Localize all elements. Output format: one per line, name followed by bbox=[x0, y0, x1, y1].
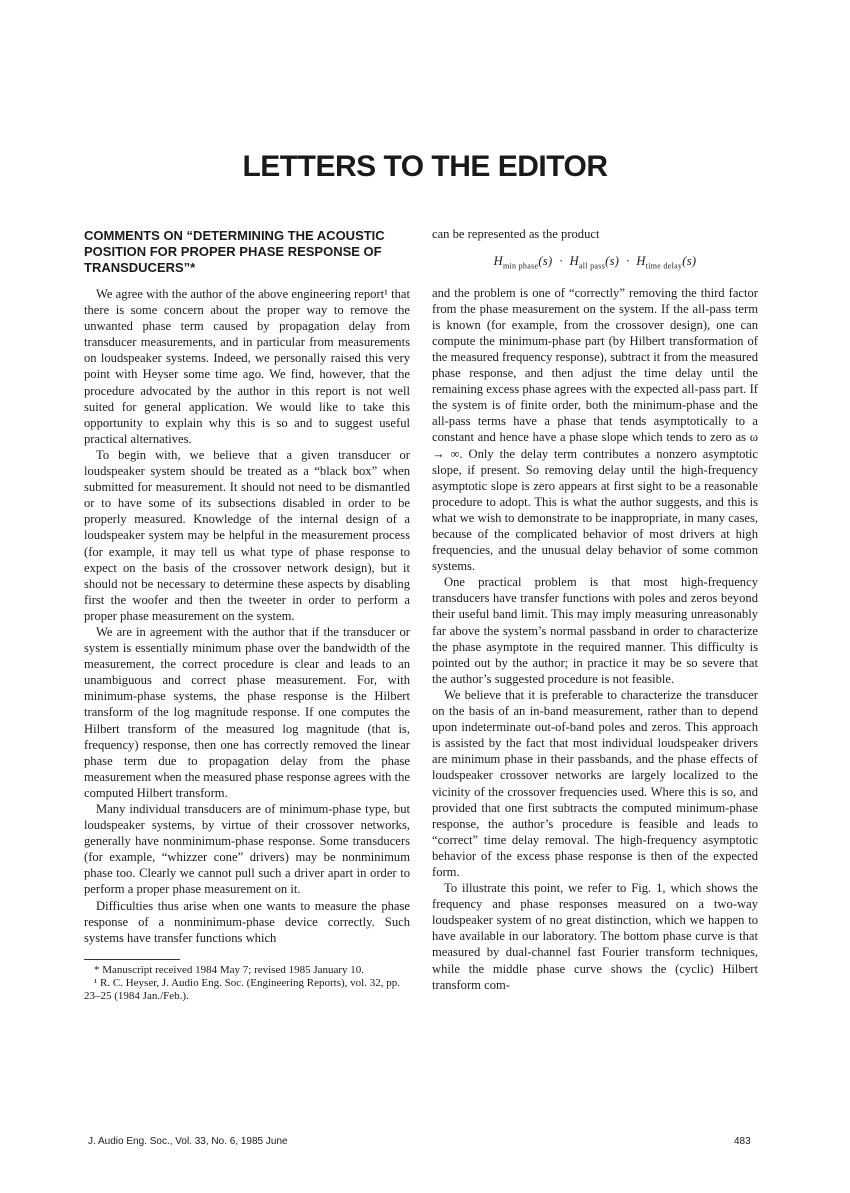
body-paragraph: We believe that it is preferable to characterize the transducer on the basis of an in-band measurement, rather than to depend upon indeterminate out-of-band poles and zeros. This approach is assisted by the fact that most individual loudspeaker drivers are minimum phase in their passbands, and the phase effects of loudspeaker crossover networks are largely localized to the vicinity of the crossover frequencies used. Where this is so, and provided that one first subtracts the computed minimum-phase response, the author’s procedure is feasible and leads to “correct” time delay removal. The high-frequency asymptotic behavior of the excess phase response is then of the expected form. bbox=[432, 687, 758, 879]
equation-subscript: time delay bbox=[645, 261, 683, 271]
body-paragraph: To illustrate this point, we refer to Fig. 1, which shows the frequency and phase responses measured on a two-way loudspeaker system of no great distinction, which we happen to have available in our laboratory. The bottom phase curve is that measured by dual-channel fast Fourier transform techniques, while the middle phase curve shows the (cyclic) Hilbert transform com- bbox=[432, 881, 758, 992]
footnote-manuscript: * Manuscript received 1984 May 7; revised 1985 January 10. bbox=[94, 963, 365, 976]
body-paragraph: Difficulties thus arise when one wants to measure the phase response of a nonminimum-phase device correctly. Such systems have transfer functions which bbox=[84, 898, 410, 945]
footnotes bbox=[84, 964, 410, 1003]
equation-subscript: all pass bbox=[578, 261, 606, 271]
equation-symbol: H bbox=[569, 254, 579, 269]
page-title: LETTERS TO THE EDITOR bbox=[242, 150, 608, 183]
equation-operator: · bbox=[559, 254, 563, 269]
body-paragraph: We agree with the author of the above engineering report¹ that there is some concern about the proper way to remove the unwanted phase term caused by propagation delay from transducer measurements, and in particular from measurements on loudspeaker systems. Indeed, we personally raised this very point with Heyser some time ago. We find, however, that the procedure advocated by the author in this report is not well suited for general application. We would like to take this opportunity to explain why this is so and to suggest useful practical alternatives. bbox=[84, 287, 410, 446]
equation-argument: (s) bbox=[538, 254, 553, 269]
right-column bbox=[432, 226, 758, 993]
equation-argument: (s) bbox=[682, 254, 697, 269]
body-paragraph: Many individual transducers are of minimum-phase type, but loudspeaker systems, by virtue of their crossover networks, generally have nonminimum-phase response. Some transducers (for example, “whizzer cone” drivers) may be nonminimum phase too. Clearly we cannot pull such a driver apart in order to perform a proper phase measurement on it. bbox=[84, 802, 410, 897]
body-paragraph: We are in agreement with the author that if the transducer or system is essentially minimum phase over the bandwidth of the measurement, the correct procedure is clear and leads to an unambiguous and correct phase measurement. For, with minimum-phase systems, the phase response is the Hilbert transform of the log magnitude response. If one computes the Hilbert transform of the measured log magnitude (that is, frequency) response, then one has correctly removed the linear phase term due to propagation delay from the phase measurement when the measured phase response agrees with the computed Hilbert transform. bbox=[84, 624, 410, 800]
equation-subscript: min phase bbox=[502, 261, 539, 271]
body-paragraph: and the problem is one of “correctly” removing the third factor from the phase measurement on the system. If the all-pass term is known (for example, from the crossover design), one can compute the minimum-phase part (by Hilbert transformation of the measured frequency response), subtract it from the measured phase response, and then adjust the time delay until the remaining excess phase agrees with the expected all-pass part. If the system is of finite order, both the minimum-phase and the all-pass terms have a phase that tends asymptotically to a constant and hence have a phase slope which tends to zero as ω → ∞. Only the delay term contributes a nonzero asymptotic slope, if present. So removing delay until the high-frequency asymptotic slope is zero appears at first sight to be a reasonable procedure to adopt. This is what the author suggests, and this is what we wish to demonstrate to be inappropriate, in many cases, because of the complicated behavior of most drivers at high frequencies, and the unusual delay behavior of some common systems. bbox=[432, 285, 758, 574]
equation-operator: · bbox=[626, 254, 630, 269]
article-heading: COMMENTS ON “DETERMINING THE ACOUSTIC POSITION FOR PROPER PHASE RESPONSE OF TRANSDUCERS”* bbox=[84, 228, 385, 275]
page-number: 483 bbox=[734, 1136, 751, 1147]
footnote-divider bbox=[84, 959, 180, 960]
equation-symbol: H bbox=[493, 254, 503, 269]
transfer-function-equation bbox=[432, 254, 758, 271]
equation-argument: (s) bbox=[605, 254, 620, 269]
equation-symbol: H bbox=[636, 254, 646, 269]
left-column bbox=[84, 226, 410, 1003]
journal-citation: J. Audio Eng. Soc., Vol. 33, No. 6, 1985 June bbox=[88, 1136, 288, 1147]
footnote-reference: ¹ R. C. Heyser, J. Audio Eng. Soc. (Engineering Reports), vol. 32, pp. 23–25 (1984 Jan./Feb.). bbox=[84, 976, 400, 1002]
body-paragraph: One practical problem is that most high-frequency transducers have transfer functions with poles and zeros beyond their useful band limit. This may imply measuring unreasonably far above the system’s normal passband in order to characterize the phase asymptote in the required manner. This difficulty is pointed out by the author; in practice it may be so severe that the author’s suggested procedure is not feasible. bbox=[432, 575, 758, 686]
body-paragraph: can be represented as the product bbox=[432, 227, 600, 241]
body-paragraph: To begin with, we believe that a given transducer or loudspeaker system should be treated as a “black box” when submitted for measurement. It should not need to be dismantled or to have some of its subsections disabled in order to be properly measured. Knowledge of the internal design of a loudspeaker system may be helpful in the measurement process (for example, it may tell us what type of phase response to expect on the basis of the crossover network design), but it should not be necessary to determine these aspects by disabling first the woofer and then the tweeter in order to perform a proper phase measurement on the system. bbox=[84, 447, 410, 623]
